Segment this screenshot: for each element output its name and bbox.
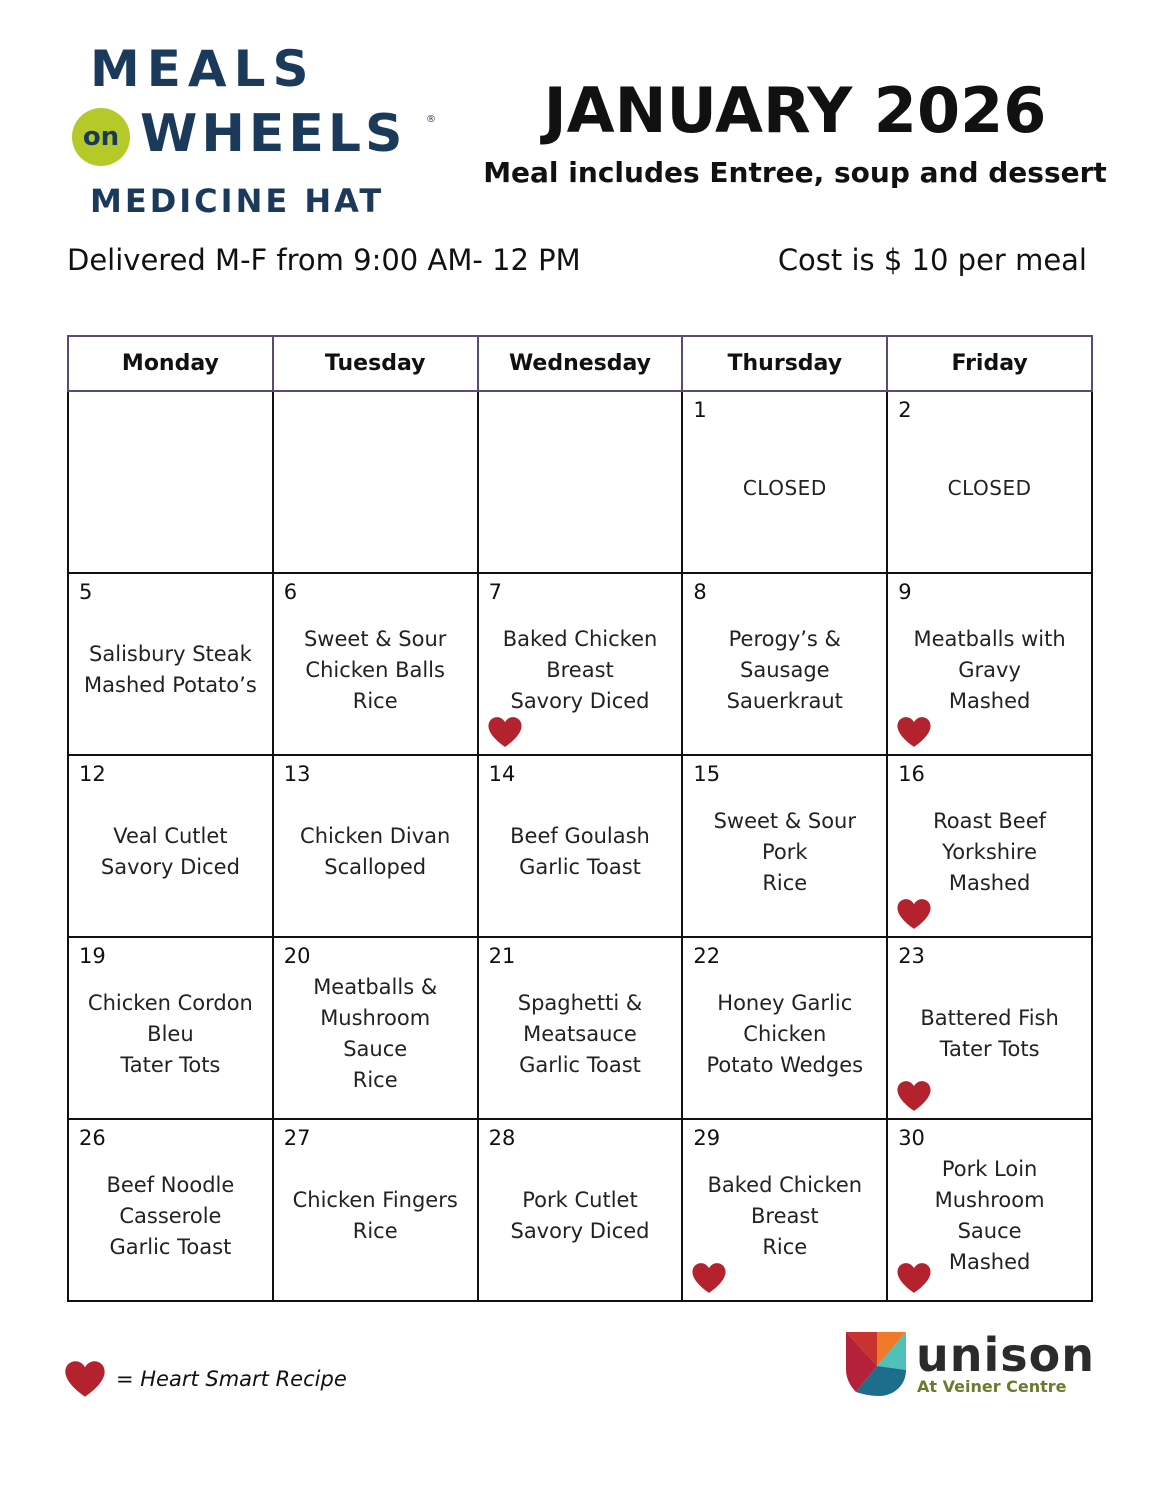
day-cell-23 — [887, 937, 1092, 1119]
menu-item: Breast — [751, 1203, 819, 1228]
day-number: 8 — [693, 580, 707, 604]
menu-item: Rice — [352, 1219, 398, 1243]
menu-item: Mashed — [948, 688, 1031, 713]
menu-item: Garlic Toast — [519, 1052, 641, 1077]
unison-subtitle: At Veiner Centre — [917, 1377, 1067, 1396]
menu-item: Chicken — [743, 1021, 827, 1046]
menu-items — [888, 616, 1091, 724]
weekday-header-row — [68, 336, 1092, 391]
day-cell-7 — [478, 573, 683, 755]
menu-item: Pork Cutlet — [522, 1188, 638, 1212]
heart-icon — [691, 1262, 727, 1294]
calendar-week-row — [68, 391, 1092, 573]
menu-item: Pork Loin — [941, 1157, 1038, 1181]
unison-wordmark: unison — [916, 1328, 1095, 1382]
menu-item: Tater Tots — [120, 1052, 221, 1077]
menu-item: Sausage — [740, 657, 830, 682]
day-cell-22 — [682, 937, 887, 1119]
day-cell-8 — [682, 573, 887, 755]
heart-icon — [896, 1080, 932, 1112]
calendar-week-row — [68, 573, 1092, 755]
day-number: 12 — [79, 762, 106, 786]
menu-item: Pork — [762, 839, 808, 864]
page-title: JANUARY 2026 — [543, 74, 1047, 147]
day-number: 5 — [79, 580, 93, 604]
weekday-header-friday: Friday — [887, 336, 1092, 391]
day-cell-9 — [887, 573, 1092, 755]
menu-item: Gravy — [958, 657, 1021, 682]
menu-items — [479, 980, 682, 1088]
menu-items — [888, 434, 1091, 542]
menu-item: Tater Tots — [939, 1037, 1040, 1061]
heart-icon — [896, 716, 932, 748]
day-number: 7 — [488, 580, 502, 604]
delivery-info: Delivered M-F from 9:00 AM- 12 PM — [67, 243, 581, 277]
menu-item: Sauce — [343, 1037, 408, 1061]
menu-items — [479, 798, 682, 906]
weekday-header-monday: Monday — [68, 336, 273, 391]
heart-icon — [896, 1262, 932, 1294]
menu-item: Chicken Divan — [300, 824, 451, 848]
day-number: 29 — [693, 1126, 721, 1150]
day-number: 26 — [79, 1126, 106, 1150]
registered-mark: ® — [426, 114, 436, 125]
menu-items — [274, 975, 477, 1092]
menu-items — [479, 616, 682, 724]
day-cell-29 — [682, 1119, 887, 1301]
menu-item: Bleu — [147, 1021, 194, 1046]
menu-item: Meatballs & — [313, 975, 438, 999]
menu-item: Mashed — [948, 870, 1031, 895]
empty-day-cell — [68, 391, 273, 573]
day-number: 28 — [488, 1126, 516, 1150]
menu-item: Mashed — [948, 1250, 1031, 1274]
menu-item: Garlic Toast — [519, 855, 641, 879]
menu-item: Chicken Fingers — [292, 1188, 458, 1212]
menu-item: Perogy’s & — [728, 626, 841, 651]
day-cell-16 — [887, 755, 1092, 937]
day-number: 19 — [79, 944, 106, 968]
menu-item: Beef Goulash — [510, 824, 650, 848]
menu-item: Veal Cutlet — [113, 824, 228, 848]
logo-text-meals: MEALS — [90, 40, 316, 98]
menu-item: Savory Diced — [510, 688, 650, 713]
day-number: 15 — [693, 762, 721, 786]
menu-item: Chicken Balls — [305, 657, 445, 682]
day-number: 20 — [283, 944, 311, 968]
day-number: 27 — [283, 1126, 311, 1150]
logo-text-medicine-hat: MEDICINE HAT — [90, 182, 385, 220]
day-cell-27 — [273, 1119, 478, 1301]
menu-items — [683, 1162, 886, 1270]
menu-item: Savory Diced — [100, 855, 240, 879]
day-cell-20 — [273, 937, 478, 1119]
closed-label: CLOSED — [742, 475, 827, 500]
cost-info: Cost is $ 10 per meal — [777, 243, 1087, 277]
logo-on-badge: on — [72, 108, 130, 166]
day-cell-28 — [478, 1119, 683, 1301]
menu-items — [69, 798, 272, 906]
menu-items — [683, 434, 886, 542]
day-number: 14 — [488, 762, 516, 786]
meals-on-wheels-logo — [72, 40, 452, 220]
menu-item: Beef Noodle — [106, 1172, 235, 1197]
day-number: 13 — [283, 762, 311, 786]
empty-day-cell — [478, 391, 683, 573]
menu-item: Rice — [352, 1068, 398, 1092]
menu-item: Meatsauce — [523, 1021, 637, 1046]
menu-item: Mushroom — [934, 1188, 1045, 1212]
day-cell-14 — [478, 755, 683, 937]
menu-items — [683, 798, 886, 906]
menu-calendar — [67, 335, 1093, 1302]
menu-item: Meatballs with — [913, 626, 1066, 651]
day-cell-30 — [887, 1119, 1092, 1301]
day-number: 23 — [898, 944, 925, 968]
menu-items — [683, 980, 886, 1088]
day-number: 30 — [898, 1126, 925, 1150]
menu-items — [69, 616, 272, 724]
menu-item: Mashed Potato’s — [84, 673, 257, 697]
day-number: 9 — [898, 580, 912, 604]
heart-icon — [487, 716, 523, 748]
closed-label: CLOSED — [947, 475, 1032, 500]
day-cell-12 — [68, 755, 273, 937]
logo-text-wheels: WHEELS — [140, 104, 407, 164]
menu-item: Breast — [546, 657, 614, 682]
menu-item: Spaghetti & — [517, 990, 643, 1015]
weekday-header-thursday: Thursday — [682, 336, 887, 391]
legend — [64, 1360, 347, 1398]
calendar-body — [68, 391, 1092, 1301]
day-cell-2 — [887, 391, 1092, 573]
menu-item: Baked Chicken — [502, 626, 658, 651]
menu-item: Garlic Toast — [109, 1234, 232, 1259]
calendar-week-row — [68, 755, 1092, 937]
menu-item: Sauce — [957, 1219, 1022, 1243]
day-cell-6 — [273, 573, 478, 755]
menu-item: Sweet & Sour — [303, 626, 447, 651]
menu-item: Savory Diced — [510, 1219, 650, 1243]
menu-item: Rice — [762, 1234, 808, 1259]
menu-item: Baked Chicken — [707, 1172, 863, 1197]
day-cell-15 — [682, 755, 887, 937]
unison-logo — [846, 1330, 1096, 1402]
day-cell-21 — [478, 937, 683, 1119]
day-cell-26 — [68, 1119, 273, 1301]
heart-icon — [896, 898, 932, 930]
day-number: 16 — [898, 762, 925, 786]
menu-item: Salisbury Steak — [89, 642, 252, 666]
menu-item: Potato Wedges — [706, 1052, 864, 1077]
heart-icon — [64, 1360, 106, 1398]
menu-items — [69, 1162, 272, 1270]
day-number: 6 — [283, 580, 298, 604]
page-subtitle: Meal includes Entree, soup and dessert — [483, 156, 1107, 189]
day-number: 21 — [488, 944, 516, 968]
menu-item: Sweet & Sour — [713, 808, 856, 833]
menu-items — [479, 1162, 682, 1270]
menu-items — [888, 980, 1091, 1088]
menu-items — [69, 980, 272, 1088]
menu-item: Honey Garlic — [717, 990, 853, 1015]
legend-text: = Heart Smart Recipe — [116, 1367, 347, 1391]
menu-items — [888, 1157, 1091, 1274]
day-number: 2 — [898, 398, 912, 422]
day-cell-19 — [68, 937, 273, 1119]
day-cell-1 — [682, 391, 887, 573]
menu-item: Casserole — [119, 1203, 222, 1228]
menu-item: Battered Fish — [920, 1006, 1059, 1030]
day-number: 22 — [693, 944, 721, 968]
calendar-week-row — [68, 1119, 1092, 1301]
calendar-week-row — [68, 937, 1092, 1119]
menu-item: Scalloped — [324, 855, 427, 879]
day-number: 1 — [693, 398, 707, 422]
menu-items — [888, 798, 1091, 906]
menu-item: Rice — [762, 870, 808, 895]
menu-item: Roast Beef — [933, 808, 1047, 833]
empty-day-cell — [273, 391, 478, 573]
menu-items — [683, 616, 886, 724]
menu-items — [274, 1162, 477, 1270]
menu-item: Mushroom — [320, 1006, 431, 1030]
menu-item: Sauerkraut — [726, 688, 843, 713]
unison-mark-icon — [846, 1332, 908, 1398]
menu-item: Rice — [352, 688, 398, 713]
menu-items — [274, 616, 477, 724]
weekday-header-wednesday: Wednesday — [478, 336, 683, 391]
day-cell-13 — [273, 755, 478, 937]
menu-items — [274, 798, 477, 906]
menu-item: Chicken Cordon — [87, 990, 253, 1015]
weekday-header-tuesday: Tuesday — [273, 336, 478, 391]
menu-item: Yorkshire — [942, 839, 1038, 864]
day-cell-5 — [68, 573, 273, 755]
